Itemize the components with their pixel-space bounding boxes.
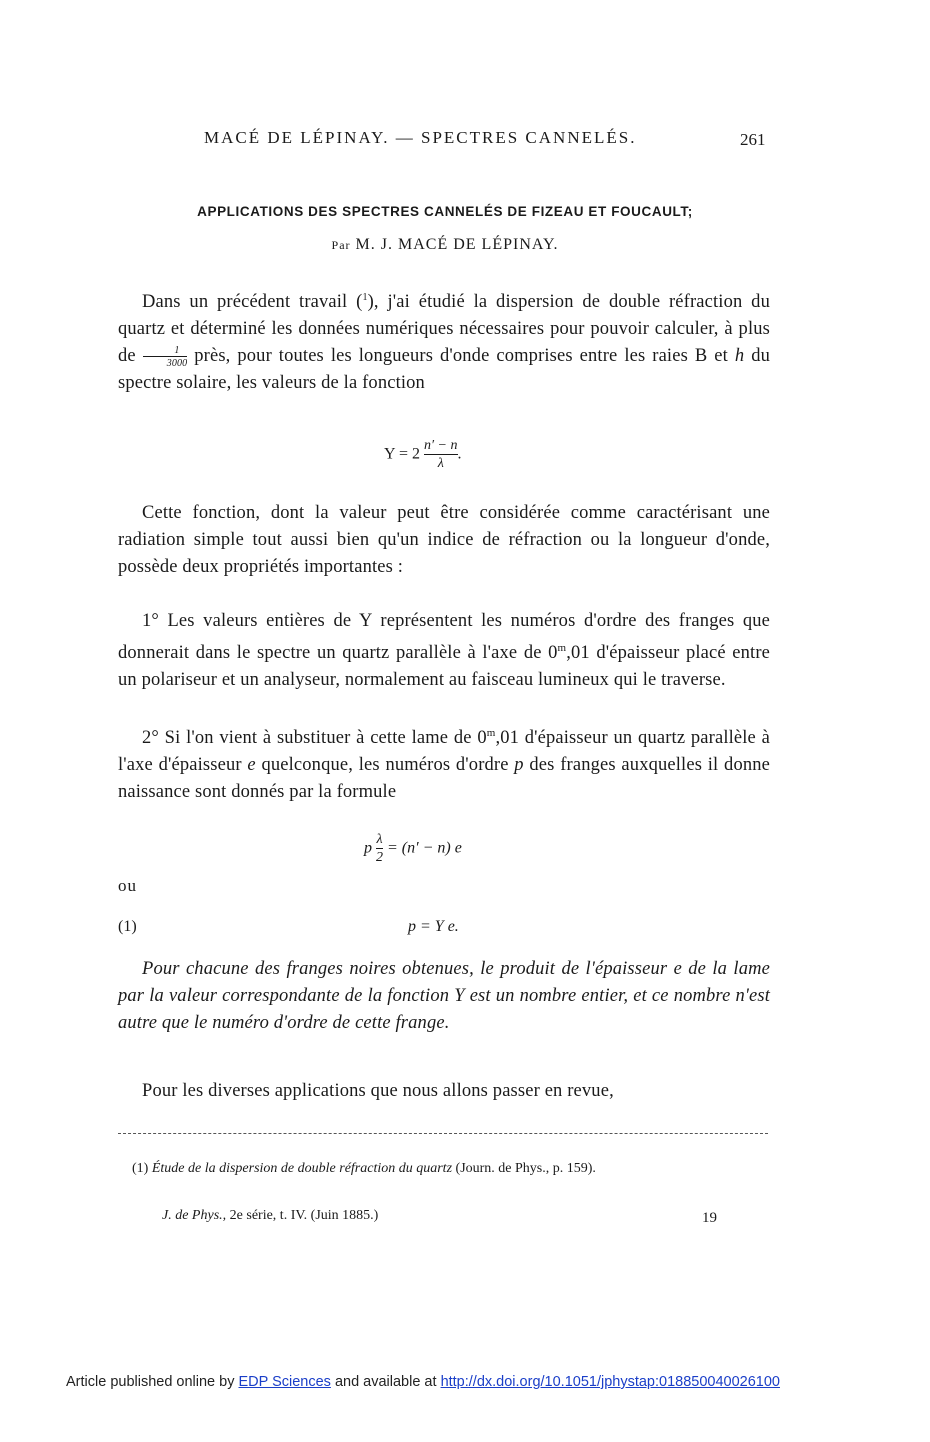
paragraph-3 [118,608,770,694]
p3-sup: m [557,642,567,654]
eq2-num: λ [376,832,383,847]
article-title: APPLICATIONS DES SPECTRES CANNELÉS DE FIZEAU ET FOUCAULT; [197,204,693,219]
p4-text-a: 2° Si l'on vient à substituer à cette lame de 0 [142,728,487,749]
paragraph-5-theorem: Pour chacune des franges noires obtenues, le produit de l'épaisseur e de la lame par la valeur correspondante de la fonction Y est un nombre entier, et ce nombre n'est autre que le numéro d'ordre de cette frange. [118,959,770,1033]
equation-1 [384,438,462,472]
p4-p: p [514,755,524,776]
byline-author: M. J. MACÉ DE LÉPINAY. [355,236,559,253]
footnote [118,1158,770,1180]
footnote-ref: 1 [362,292,368,303]
page-number: 261 [740,130,766,149]
paragraph-6: Pour les diverses applications que nous allons passer en revue, [142,1081,614,1101]
eq2-p: p [364,839,372,857]
running-head: MACÉ DE LÉPINAY. — SPECTRES CANNELÉS. [204,128,637,147]
p1-text-d: du spectre solaire, les valeurs de la fonction [118,346,770,394]
p3-text-a: 1° Les valeurs entières de Y représentent les numéros d'ordre des franges que donnerait dans le spectre un quartz parallèle à l'axe de 0 [118,611,770,664]
footnote-mark: (1) [132,1161,149,1176]
journal-reference [162,1208,378,1224]
p4-e: e [247,755,256,776]
footnote-rest: (Journ. de Phys., p. 159). [452,1161,596,1176]
p1-frac-den: 3000 [143,356,188,369]
p3-text-b: ,01 d'épaisseur placé entre un polariseur et un analyseur, normalement au faisceau lumineux qui le traverse. [118,643,770,691]
eq1-fraction [424,438,458,472]
footnote-title: Étude de la dispersion de double réfraction du quartz [148,1161,453,1176]
publisher-notice [66,1374,866,1390]
eq2-rhs: = (n′ − n) e [383,839,462,857]
eq2-den: 2 [376,850,383,865]
eq1-num: n′ − n [423,438,458,453]
p4-text-b: ,01 d'épaisseur un quartz parallèle à l'axe d'épaisseur [118,728,771,776]
eq1-lhs: Y = 2 [384,445,420,463]
p1-h: h [734,346,745,367]
eq2-fraction [376,832,383,866]
doi-link[interactable]: http://dx.doi.org/10.1051/jphystap:018850040026100 [440,1374,780,1390]
p1-text-b: ), j'ai étudié la dispersion de double réfraction du quartz et déterminé les données numériques nécessaires pour pouvoir calculer, à plus de [118,292,770,367]
p1-frac-num: 1 [174,344,180,356]
word-ou: ou [118,876,137,895]
signature-mark: 19 [702,1210,717,1226]
p1-fraction [143,345,188,369]
equation-2 [364,832,462,866]
byline [118,236,772,254]
p4-text-c: quelconque, les numéros d'ordre [255,755,515,776]
equation-3: p = Y e. [408,918,459,935]
equation-3-label: (1) [118,918,137,935]
publisher-middle: and available at [330,1374,441,1390]
edp-sciences-link[interactable]: EDP Sciences [238,1374,331,1390]
p4-text-d: des franges auxquelles il donne naissance sont donnés par la formule [118,755,771,803]
p1-text-a: Dans un précédent travail ( [142,292,363,313]
publisher-prefix: Article published online by [66,1374,239,1390]
eq1-den: λ [424,454,458,472]
paragraph-2: Cette fonction, dont la valeur peut être considérée comme caractérisant une radiation simple tout aussi bien qu'un indice de réfraction ou la longueur d'onde, possède deux propriétés importantes : [118,503,770,577]
paragraph-1 [118,284,770,397]
byline-par: Par [331,238,351,252]
eq1-end: . [457,445,462,463]
journal-details: 2e série, t. IV. (Juin 1885.) [226,1208,379,1223]
footnote-rule [118,1133,768,1134]
p4-sup: m [486,727,496,739]
paragraph-4 [118,720,770,806]
journal-name: J. de Phys., [162,1208,227,1223]
p1-text-c: près, pour toutes les longueurs d'onde comprises entre les raies B et [187,346,735,367]
